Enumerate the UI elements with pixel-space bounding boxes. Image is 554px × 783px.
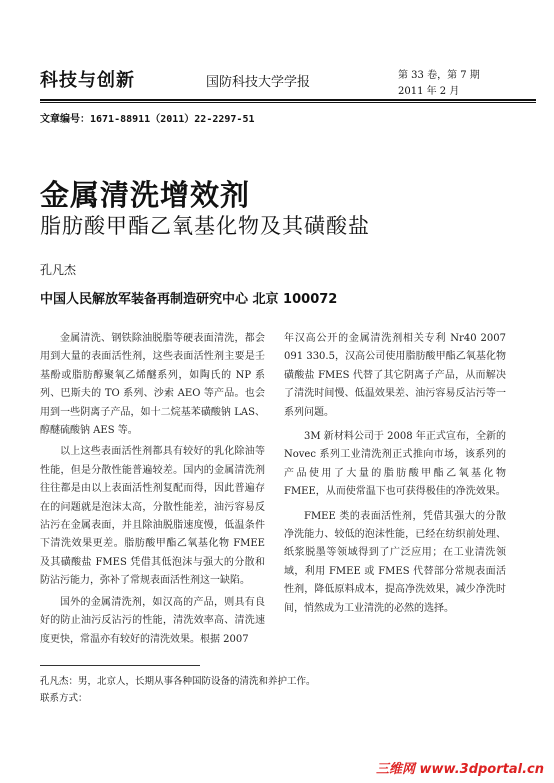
journal-name: 国防科技大学学报	[206, 75, 311, 90]
volume-issue: 第 33 卷，第 7 期	[398, 70, 480, 81]
article-number: 文章编号：1671-88911（2011）22-2297-51	[40, 114, 255, 125]
article-title: 金属清洗增效剂	[40, 178, 251, 212]
paragraph: 国外的金属清洗剂，如汉高的产品，则具有良好的防止油污反沾污的性能，清洗效率高、清洗速度更快，常温亦有较好的清洗效果。根据 2007	[40, 596, 265, 645]
footnote-line: 孔凡杰：男，北京人，长期从事各种国防设备的清洗和养护工作。	[40, 676, 316, 687]
footnote-line: 联系方式：	[40, 693, 88, 704]
header-rule-thin	[40, 102, 536, 103]
body-column-left	[40, 330, 265, 652]
author-affiliation: 中国人民解放军装备再制造研究中心 北京 100072	[40, 292, 338, 307]
author-footnote	[40, 673, 316, 707]
footnote-divider	[40, 665, 200, 666]
paragraph: 3M 新材料公司于 2008 年正式宣布，全新的 Novec 系列工业清洗剂正式推向市场，该系列的产品使用了大量的脂肪酸甲酯乙氧基化物 FMEE，从而使常温下也可获得极佳的净洗效果。	[284, 431, 506, 498]
header-rule	[40, 99, 536, 101]
issue-date: 2011 年 2 月	[398, 86, 460, 97]
paragraph: 年汉高公开的金属清洗剂相关专利 Nr40 2007 091 330.5，汉高公司使用脂肪酸甲酯乙氧基化物磺酸盐 FMES 代替了其它阴离子产品，从而解决了清洗时间慢、低温效果差、油污容易反沾污等一系列问题。	[284, 333, 506, 418]
paragraph: 以上这些表面活性剂都具有较好的乳化除油等性能，但是分散性能普遍较差。国内的金属清洗剂往往都是由以上表面活性剂复配而得，因此普遍存在的问题就是泡沫太高，分散性能差，油污容易反沾污在金属表面，并且除油脱脂速度慢，低温条件下清洗效果更差。脂肪酸甲酯乙氧基化物 FMEE 及其磺酸盐 FMES 凭借其低泡沫与强大的分散和防沾污能力，弥补了常规表面活性剂这一缺陷。	[40, 446, 265, 587]
paragraph: FMEE 类的表面活性剂，凭借其强大的分散净洗能力、较低的泡沫性能，已经在纺织前处理、纸浆脱墨等领域得到了广泛应用；在工业清洗领域，利用 FMEE 或 FMES 代替部分常规表面活性剂，降低原料成本，提高净洗效果，减少净洗时间，悄然成为工业清洗的必然的选择。	[284, 510, 506, 614]
watermark: 三维网 www.3dportal.cn	[375, 762, 544, 777]
paragraph: 金属清洗、钢铁除油脱脂等硬表面清洗，都会用到大量的表面活性剂，这些表面活性剂主要是壬基酚或脂肪醇聚氧乙烯醚系列，如陶氏的 NP 系列、巴斯夫的 TO 系列、沙索 AEO 等产品。也会用到一些阴离子产品，如十二烷基苯磺酸钠 LAS、醇醚硫酸钠 AES 等。	[40, 333, 265, 437]
article-subtitle: 脂肪酸甲酯乙氧基化物及其磺酸盐	[40, 214, 370, 238]
brand-logo-text: 科技与创新	[40, 70, 135, 91]
author-name: 孔凡杰	[40, 263, 77, 277]
body-column-right	[284, 330, 506, 621]
